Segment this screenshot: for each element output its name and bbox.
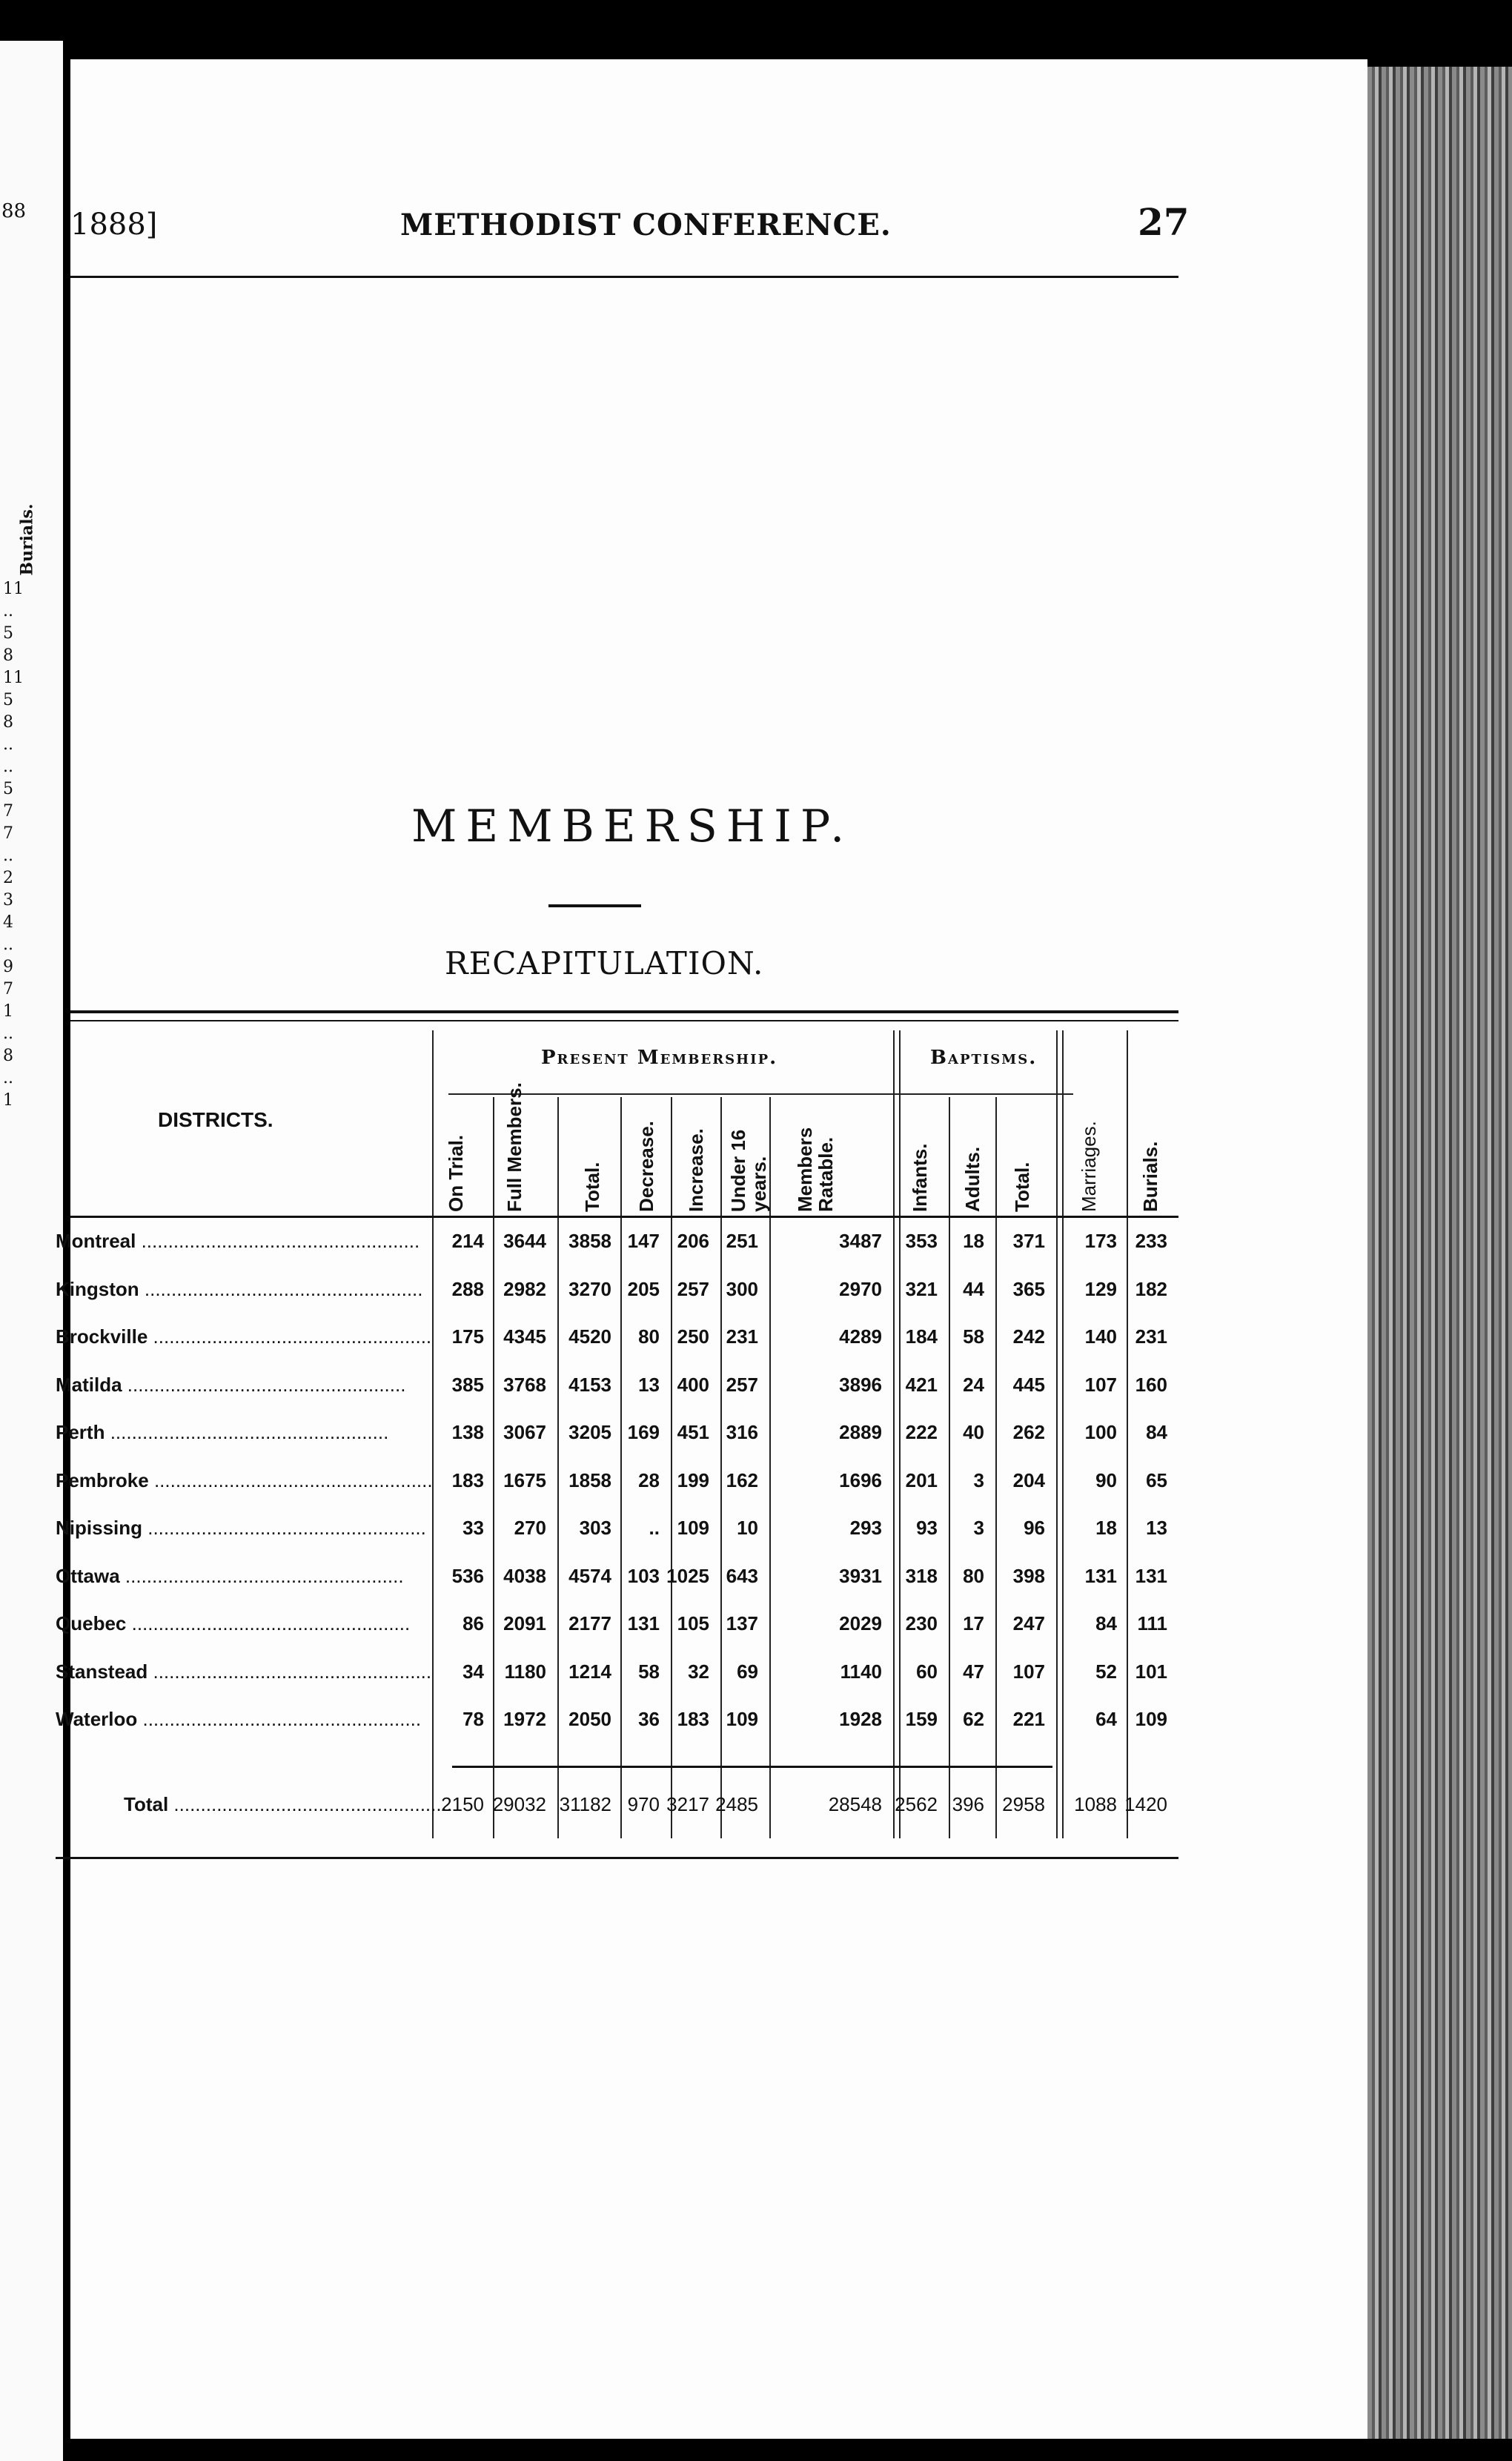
total-cell: 970 <box>627 1793 660 1815</box>
table-cell: 1675 <box>503 1468 546 1491</box>
table-cell: 105 <box>677 1612 709 1634</box>
group-header-present-membership: Present Membership. <box>541 1047 778 1069</box>
group-divider-baptisms <box>908 1093 1073 1095</box>
col-header-under-16: Under 16 years. <box>727 1129 770 1212</box>
table-cell: 3270 <box>568 1277 611 1300</box>
table-cell: 33 <box>462 1517 484 1539</box>
table-cell: 204 <box>1012 1468 1045 1491</box>
district-name: Kingston ..... <box>56 1278 471 1301</box>
table-cell: 398 <box>1012 1564 1045 1587</box>
col-header-burials: Burials. <box>1139 1141 1161 1212</box>
previous-page-strip <box>0 41 63 2461</box>
title-rule <box>548 904 641 907</box>
table-cell: 4574 <box>568 1564 611 1587</box>
total-cell: 1088 <box>1074 1793 1117 1815</box>
col-header-on-trial: On Trial. <box>445 1134 467 1212</box>
table-cell: 103 <box>627 1564 660 1587</box>
table-cell: 4520 <box>568 1325 611 1348</box>
table-cell: 24 <box>963 1373 984 1396</box>
col-header-infants: Infants. <box>909 1143 931 1212</box>
table-cell: 13 <box>638 1373 660 1396</box>
col-header-baptisms-total: Total. <box>1011 1162 1033 1212</box>
table-row <box>56 1219 1178 1267</box>
table-cell: 90 <box>1095 1468 1117 1491</box>
table-cell: 58 <box>963 1325 984 1348</box>
table-cell: 69 <box>737 1660 758 1683</box>
district-name: Montreal ..... <box>56 1230 471 1253</box>
table-row <box>56 1363 1178 1411</box>
table-cell: 36 <box>638 1708 660 1730</box>
table-cell: 251 <box>726 1230 758 1252</box>
table-cell: 34 <box>462 1660 484 1683</box>
table-cell: 3896 <box>839 1373 882 1396</box>
table-cell: 78 <box>462 1708 484 1730</box>
table-cell: 169 <box>627 1421 660 1443</box>
table-cell: 13 <box>1146 1517 1167 1539</box>
header-bottom-rule <box>70 1216 1178 1218</box>
table-cell: 233 <box>1135 1230 1167 1252</box>
table-cell: 231 <box>726 1325 758 1348</box>
table-cell: 201 <box>905 1468 938 1491</box>
table-cell: 86 <box>462 1612 484 1634</box>
previous-page-header-fragment: 88 <box>1 200 27 222</box>
table-cell: 60 <box>916 1660 938 1683</box>
table-cell: 65 <box>1146 1468 1167 1491</box>
table-cell: 4345 <box>503 1325 546 1348</box>
table-row <box>56 1650 1178 1697</box>
table-cell: 140 <box>1084 1325 1117 1348</box>
districts-header: DISTRICTS. <box>158 1108 273 1131</box>
table-cell: 1858 <box>568 1468 611 1491</box>
table-cell: 47 <box>963 1660 984 1683</box>
district-name: Pembroke ..... <box>56 1469 471 1492</box>
table-cell: 385 <box>451 1373 484 1396</box>
table-cell: 231 <box>1135 1325 1167 1348</box>
table-cell: 1140 <box>840 1660 882 1683</box>
table-cell: 182 <box>1135 1277 1167 1300</box>
table-cell: 3858 <box>568 1230 611 1252</box>
table-cell: 2050 <box>568 1708 611 1730</box>
total-cell: 29032 <box>492 1793 546 1815</box>
table-cell: 3 <box>973 1517 984 1539</box>
running-header-title: METHODIST CONFERENCE. <box>400 208 892 242</box>
table-cell: 84 <box>1095 1612 1117 1634</box>
table-cell: .. <box>649 1517 660 1539</box>
table-cell: 4038 <box>503 1564 546 1587</box>
table-cell: 183 <box>451 1468 484 1491</box>
table-cell: 18 <box>963 1230 984 1252</box>
table-cell: 1696 <box>839 1468 882 1491</box>
header-rule <box>70 276 1178 278</box>
total-cell: 3217 <box>666 1793 709 1815</box>
table-cell: 4289 <box>839 1325 882 1348</box>
table-cell: 131 <box>1084 1564 1117 1587</box>
total-label: Total ..... <box>124 1793 539 1816</box>
table-cell: 3644 <box>503 1230 546 1252</box>
previous-page-digits: 11 .. 5 8 11 5 8 .. .. 5 7 7 .. 2 3 4 .. 9 7 1 .. 8 .. 1 <box>3 580 24 1110</box>
district-name: Waterloo ..... <box>56 1708 471 1731</box>
total-cell: 1420 <box>1124 1793 1167 1815</box>
table-cell: 250 <box>677 1325 709 1348</box>
col-header-increase: Increase. <box>685 1128 707 1212</box>
table-top-rule <box>70 1010 1178 1013</box>
table-cell: 303 <box>579 1517 611 1539</box>
table-cell: 96 <box>1024 1517 1045 1539</box>
table-cell: 321 <box>905 1277 938 1300</box>
table-cell: 3067 <box>503 1421 546 1443</box>
table-cell: 32 <box>688 1660 709 1683</box>
table-cell: 17 <box>963 1612 984 1634</box>
table-cell: 2029 <box>839 1612 882 1634</box>
total-cell: 28548 <box>828 1793 882 1815</box>
total-cell: 31182 <box>559 1793 611 1815</box>
book-page <box>56 59 1367 2439</box>
table-cell: 162 <box>726 1468 758 1491</box>
district-name: Perth ..... <box>56 1421 471 1444</box>
table-cell: 1928 <box>839 1708 882 1730</box>
table-cell: 421 <box>905 1373 938 1396</box>
table-cell: 3768 <box>503 1373 546 1396</box>
table-cell: 101 <box>1135 1660 1167 1683</box>
table-cell: 1214 <box>568 1660 611 1683</box>
table-cell: 353 <box>905 1230 938 1252</box>
table-row <box>56 1697 1178 1745</box>
table-cell: 84 <box>1146 1421 1167 1443</box>
district-name: Quebec ..... <box>56 1612 471 1635</box>
previous-page-column-label: Burials. <box>17 503 37 576</box>
table-cell: 173 <box>1084 1230 1117 1252</box>
group-header-baptisms: Baptisms. <box>930 1047 1038 1069</box>
table-cell: 131 <box>1135 1564 1167 1587</box>
total-cell: 2562 <box>895 1793 938 1815</box>
table-cell: 3931 <box>839 1564 882 1587</box>
table-cell: 242 <box>1012 1325 1045 1348</box>
col-header-marriages: Marriages. <box>1078 1121 1100 1212</box>
col-header-full-members: Full Members. <box>503 1082 525 1212</box>
table-cell: 137 <box>726 1612 758 1634</box>
col-header-members-ratable: Members Ratable. <box>794 1127 837 1212</box>
table-cell: 400 <box>677 1373 709 1396</box>
district-name: Stanstead ..... <box>56 1660 471 1683</box>
table-cell: 52 <box>1095 1660 1117 1683</box>
table-cell: 129 <box>1084 1277 1117 1300</box>
district-name: Matilda ..... <box>56 1374 471 1397</box>
table-cell: 247 <box>1012 1612 1045 1634</box>
total-cell: 2150 <box>441 1793 484 1815</box>
district-name: Nipissing ..... <box>56 1517 471 1540</box>
total-cell: 2485 <box>715 1793 758 1815</box>
table-row <box>56 1602 1178 1649</box>
section-subtitle: RECAPITULATION. <box>445 945 764 981</box>
table-cell: 131 <box>627 1612 660 1634</box>
district-name: Ottawa ..... <box>56 1565 471 1588</box>
table-cell: 109 <box>726 1708 758 1730</box>
table-bottom-rule <box>56 1857 1178 1859</box>
table-cell: 230 <box>905 1612 938 1634</box>
table-cell: 1972 <box>503 1708 546 1730</box>
table-cell: 365 <box>1012 1277 1045 1300</box>
table-cell: 3 <box>973 1468 984 1491</box>
table-cell: 184 <box>905 1325 938 1348</box>
total-cell: 2958 <box>1002 1793 1045 1815</box>
table-cell: 199 <box>677 1468 709 1491</box>
table-cell: 318 <box>905 1564 938 1587</box>
table-cell: 107 <box>1084 1373 1117 1396</box>
table-cell: 1180 <box>504 1660 546 1683</box>
district-name: Brockville ..... <box>56 1325 471 1348</box>
section-title: MEMBERSHIP. <box>411 801 854 852</box>
table-cell: 10 <box>737 1517 758 1539</box>
table-cell: 300 <box>726 1277 758 1300</box>
table-cell: 175 <box>451 1325 484 1348</box>
table-cell: 18 <box>1095 1517 1117 1539</box>
table-cell: 445 <box>1012 1373 1045 1396</box>
table-cell: 58 <box>638 1660 660 1683</box>
table-cell: 44 <box>963 1277 984 1300</box>
page-number: 27 <box>1138 200 1190 244</box>
col-header-decrease: Decrease. <box>635 1121 657 1212</box>
table-cell: 371 <box>1012 1230 1045 1252</box>
table-cell: 40 <box>963 1421 984 1443</box>
table-cell: 160 <box>1135 1373 1167 1396</box>
table-cell: 2177 <box>568 1612 611 1634</box>
table-cell: 262 <box>1012 1421 1045 1443</box>
table-cell: 111 <box>1137 1612 1167 1634</box>
table-cell: 138 <box>451 1421 484 1443</box>
table-cell: 643 <box>726 1564 758 1587</box>
table-cell: 451 <box>677 1421 709 1443</box>
table-row <box>56 1554 1178 1602</box>
book-page-edges <box>1367 67 1512 2439</box>
table-row <box>56 1268 1178 1315</box>
col-header-total: Total. <box>581 1162 603 1212</box>
table-cell: 62 <box>963 1708 984 1730</box>
table-cell: 93 <box>916 1517 938 1539</box>
table-row <box>56 1411 1178 1458</box>
table-cell: 2970 <box>839 1277 882 1300</box>
table-cell: 4153 <box>568 1373 611 1396</box>
table-cell: 316 <box>726 1421 758 1443</box>
table-cell: 100 <box>1084 1421 1117 1443</box>
table-cell: 206 <box>677 1230 709 1252</box>
table-cell: 293 <box>849 1517 882 1539</box>
table-cell: 257 <box>726 1373 758 1396</box>
table-cell: 214 <box>451 1230 484 1252</box>
table-cell: 3205 <box>568 1421 611 1443</box>
table-cell: 107 <box>1012 1660 1045 1683</box>
total-cell: 396 <box>952 1793 984 1815</box>
total-row <box>56 1783 1178 1830</box>
table-row <box>56 1315 1178 1362</box>
table-row <box>56 1506 1178 1554</box>
table-cell: 1025 <box>666 1564 709 1587</box>
table-cell: 64 <box>1095 1708 1117 1730</box>
table-cell: 257 <box>677 1277 709 1300</box>
table-cell: 270 <box>514 1517 546 1539</box>
table-cell: 147 <box>627 1230 660 1252</box>
table-cell: 2091 <box>503 1612 546 1634</box>
table-cell: 109 <box>1135 1708 1167 1730</box>
table-cell: 80 <box>638 1325 660 1348</box>
table-cell: 536 <box>451 1564 484 1587</box>
table-cell: 80 <box>963 1564 984 1587</box>
table-cell: 159 <box>905 1708 938 1730</box>
table-cell: 183 <box>677 1708 709 1730</box>
table-cell: 28 <box>638 1468 660 1491</box>
table-cell: 222 <box>905 1421 938 1443</box>
table-row <box>56 1459 1178 1506</box>
table-cell: 3487 <box>839 1230 882 1252</box>
table-cell: 2982 <box>503 1277 546 1300</box>
sum-rule <box>452 1766 1052 1768</box>
table-cell: 2889 <box>839 1421 882 1443</box>
table-top-rule-thin <box>70 1020 1178 1021</box>
table-cell: 221 <box>1012 1708 1045 1730</box>
running-header-year: 1888] <box>70 208 158 242</box>
table-cell: 205 <box>627 1277 660 1300</box>
table-cell: 109 <box>677 1517 709 1539</box>
table-cell: 288 <box>451 1277 484 1300</box>
col-header-adults: Adults. <box>961 1146 984 1212</box>
